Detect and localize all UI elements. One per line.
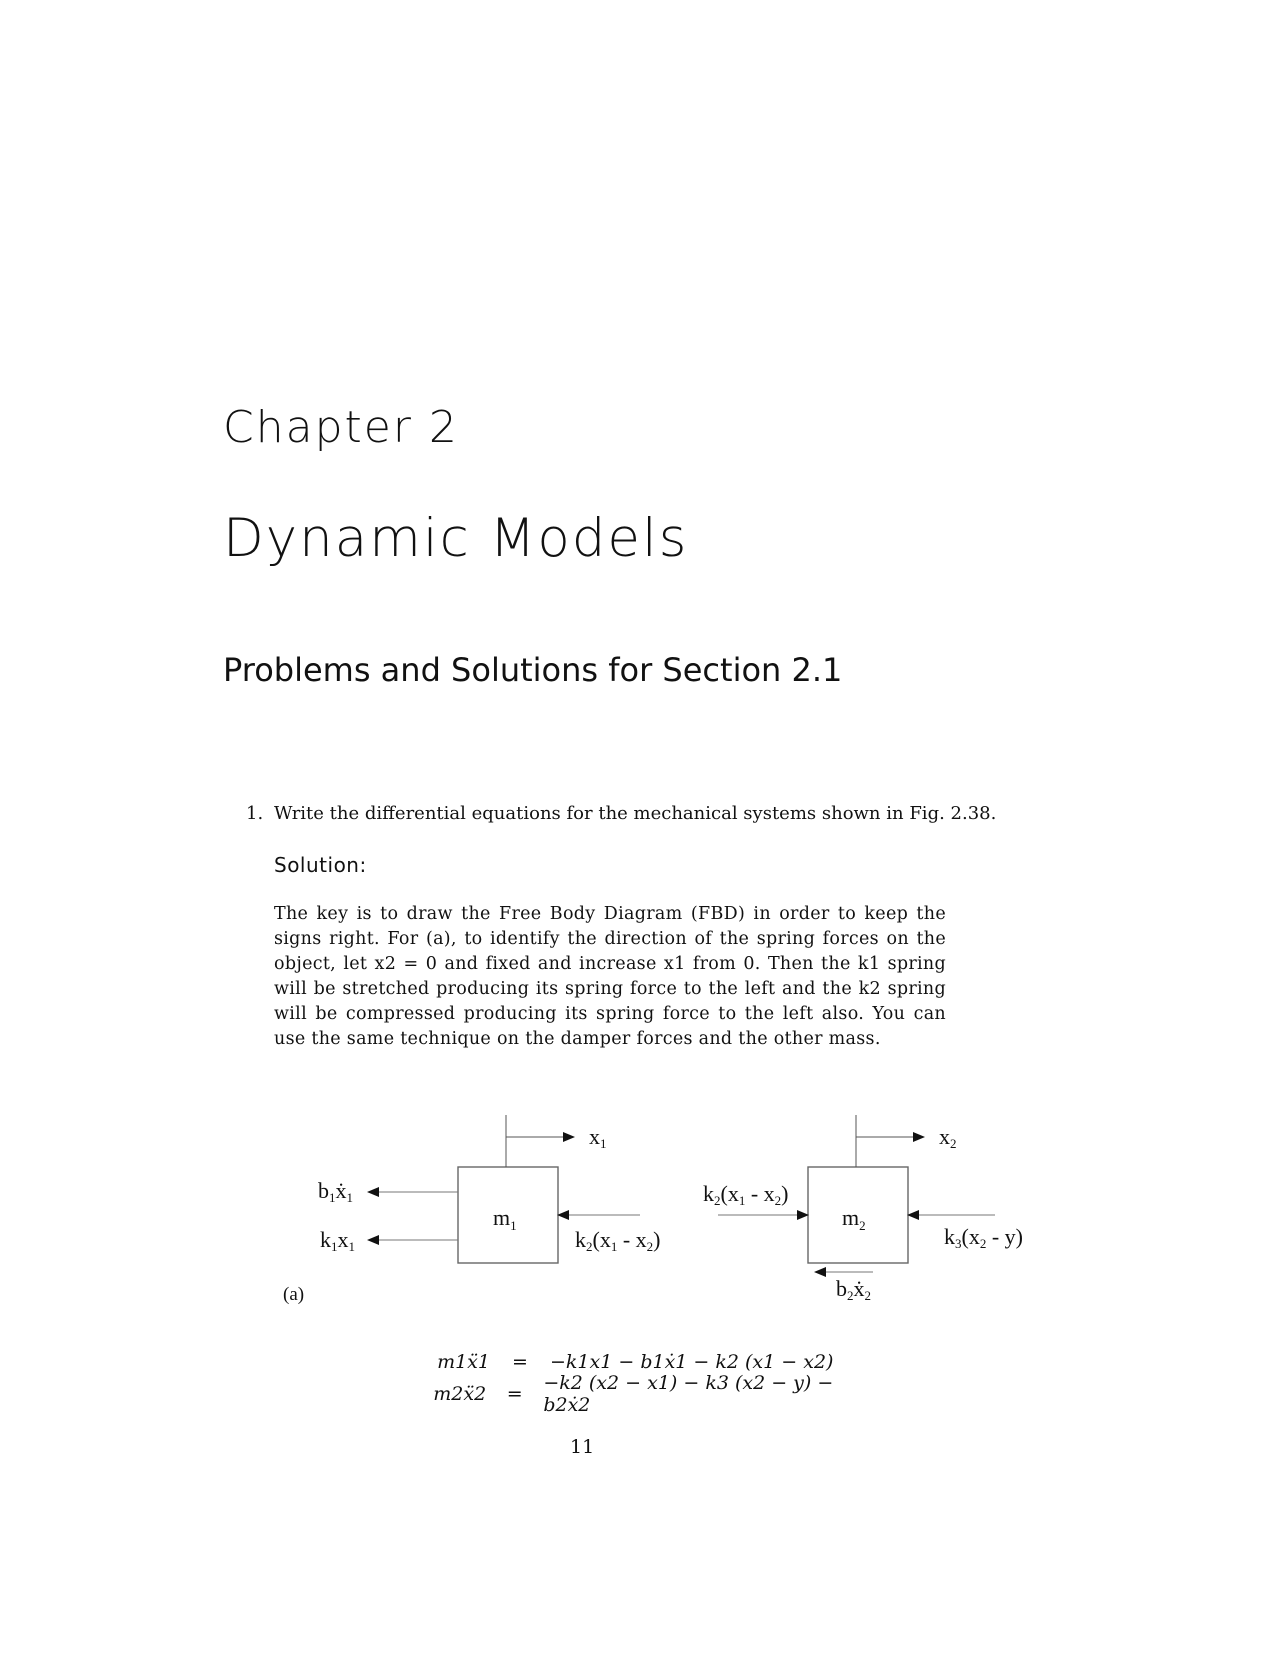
solution-text: The key is to draw the Free Body Diagram (FBD) in order to keep the signs right. For (a), to identify the direction of the spring forces on the object, let x2 = 0 and fixed and increase x1 from 0. Then the k1 spring will be stretched producing its spring force to the left and the k2 spring will be compressed producing its spring force to the left also. You can use the same technique on the damper forces and the other mass. (274, 904, 946, 1049)
equation-sign: = (512, 1351, 528, 1373)
k3-force-label: k3(x2 - y) (944, 1224, 1023, 1251)
equation-row (410, 1372, 870, 1416)
chapter-label: Chapter 2 (223, 402, 459, 453)
k2-force-label-m1: k2(x1 - x2) (575, 1227, 661, 1254)
equation-rhs: −k1x1 − b1ẋ1 − k2 (x1 − x2) (550, 1351, 834, 1373)
free-body-diagram (0, 1100, 1280, 1320)
b1-force-label: b1ẋ1 (318, 1178, 353, 1205)
solution-label: Solution: (274, 853, 367, 877)
mass2-label: $m_2$ (842, 1205, 866, 1233)
page-number: 11 (570, 1436, 595, 1458)
x1-label: x1 (589, 1124, 607, 1151)
k2-force-label-m2: k2(x1 - x2) (703, 1181, 789, 1208)
figure-caption: (a) (283, 1284, 305, 1305)
b2-force-label: b2ẋ2 (836, 1276, 871, 1303)
equations (410, 1346, 870, 1416)
chapter-title: Dynamic Models (223, 508, 689, 569)
section-heading: Problems and Solutions for Section 2.1 (223, 651, 843, 689)
problem-text: Write the differential equations for the mechanical systems shown in Fig. 2.38. (274, 803, 997, 824)
x2-label: x2 (939, 1124, 957, 1151)
equation-lhs: m1ẍ1 (437, 1351, 490, 1373)
equation-rhs: −k2 (x2 − x1) − k3 (x2 − y) − b2ẋ2 (543, 1372, 834, 1416)
equation-lhs: m2ẍ2 (433, 1383, 487, 1405)
mass1-label: $m_1$ (493, 1205, 517, 1233)
equation-sign: = (506, 1383, 523, 1405)
problem-number: 1. (246, 803, 264, 824)
k1-force-label: k1x1 (320, 1227, 355, 1254)
